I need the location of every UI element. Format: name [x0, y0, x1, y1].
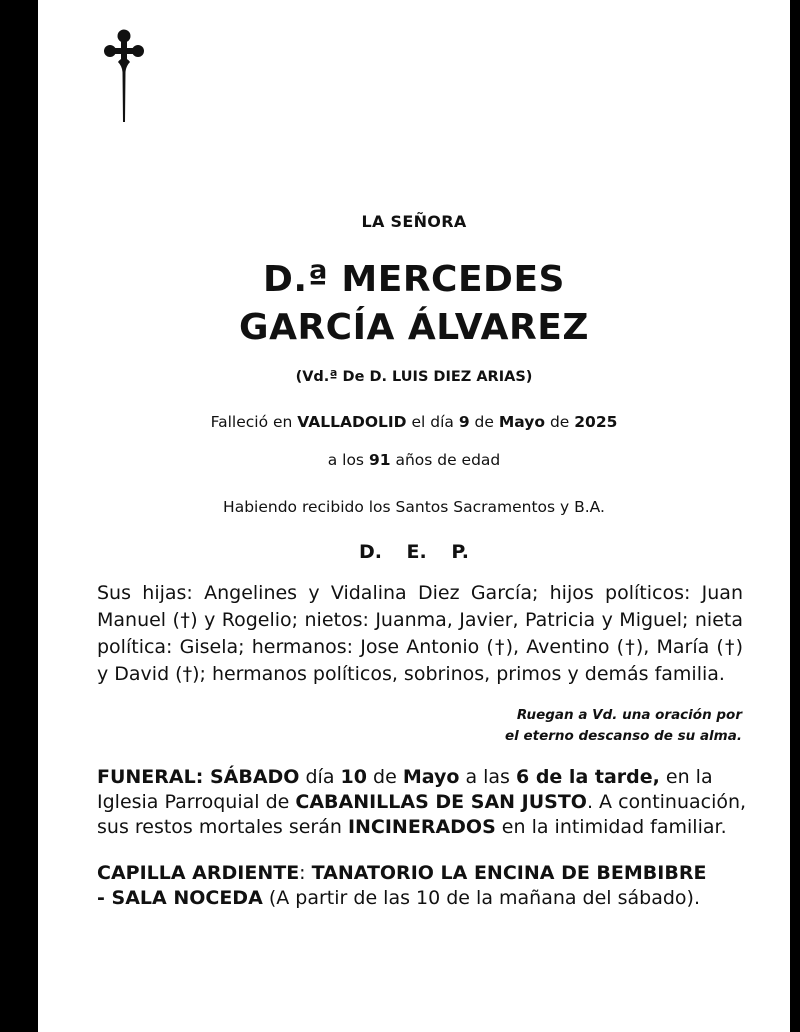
funeral-time: 6 de la tarde, — [516, 766, 660, 788]
dep-heading: D. E. P. — [358, 541, 470, 563]
prayer-line-1: Ruegan a Vd. una oración por — [516, 707, 742, 723]
deceased-name — [38, 256, 790, 352]
cross-icon — [100, 26, 148, 122]
funeral-place: CABANILLAS DE SAN JUSTO — [295, 791, 587, 813]
family-paragraph: Sus hijas: Angelines y Vidalina Diez García; hijos políticos: Juan Manuel (†) y Rogelio; nietos: Juanma, Javier, Patricia y Miguel; nieta política: Gisela; hermanos: Jose Antonio (†), Aventino (†), María (†) y David (†); hermanos políticos, sobrinos, primos y demás familia. — [97, 582, 743, 685]
chapel-line-1: CAPILLA ARDIENTE: TANATORIO LA ENCINA DE BEMBIBRE — [97, 862, 707, 884]
chapel-label: CAPILLA ARDIENTE — [97, 862, 300, 884]
prayer-note — [422, 705, 742, 747]
sacraments-note: Habiendo recibido los Santos Sacramentos y B.A. — [223, 498, 605, 516]
widow-note: (Vd.ª De D. LUIS DIEZ ARIAS) — [295, 369, 533, 385]
name-line-2: GARCÍA ÁLVAREZ — [239, 307, 589, 348]
age-info: a los 91 años de edad — [327, 451, 501, 469]
chapel-line-2: - SALA NOCEDA (A partir de las 10 de la mañana del sábado). — [97, 887, 701, 909]
funeral-day: 10 — [340, 766, 367, 788]
death-year: 2025 — [574, 413, 618, 431]
age-years: 91 — [368, 451, 391, 469]
chapel-room: SALA NOCEDA — [111, 887, 263, 909]
chapel-venue: TANATORIO LA ENCINA DE BEMBIBRE — [311, 862, 707, 884]
funeral-label: FUNERAL: SÁBADO — [97, 766, 300, 788]
obituary-page — [38, 0, 790, 1032]
intro-title: LA SEÑORA — [361, 212, 467, 231]
death-month: Mayo — [498, 413, 546, 431]
chapel-info — [97, 861, 747, 911]
name-line-1: D.ª MERCEDES — [263, 259, 565, 300]
death-city: VALLADOLID — [297, 413, 407, 431]
prayer-line-2: el eterno descanso de su alma. — [505, 728, 742, 744]
death-day: 9 — [458, 413, 470, 431]
death-info: Falleció en VALLADOLID el día 9 de Mayo de 2025 — [210, 413, 618, 431]
funeral-action: INCINERADOS — [347, 816, 496, 838]
funeral-info: FUNERAL: SÁBADO día 10 de Mayo a las 6 de la tarde, en la Iglesia Parroquial de CABANILLAS DE SAN JUSTO. A continuación, sus restos mortales serán INCINERADOS en la intimidad familiar. — [97, 766, 747, 838]
funeral-month: Mayo — [402, 766, 460, 788]
